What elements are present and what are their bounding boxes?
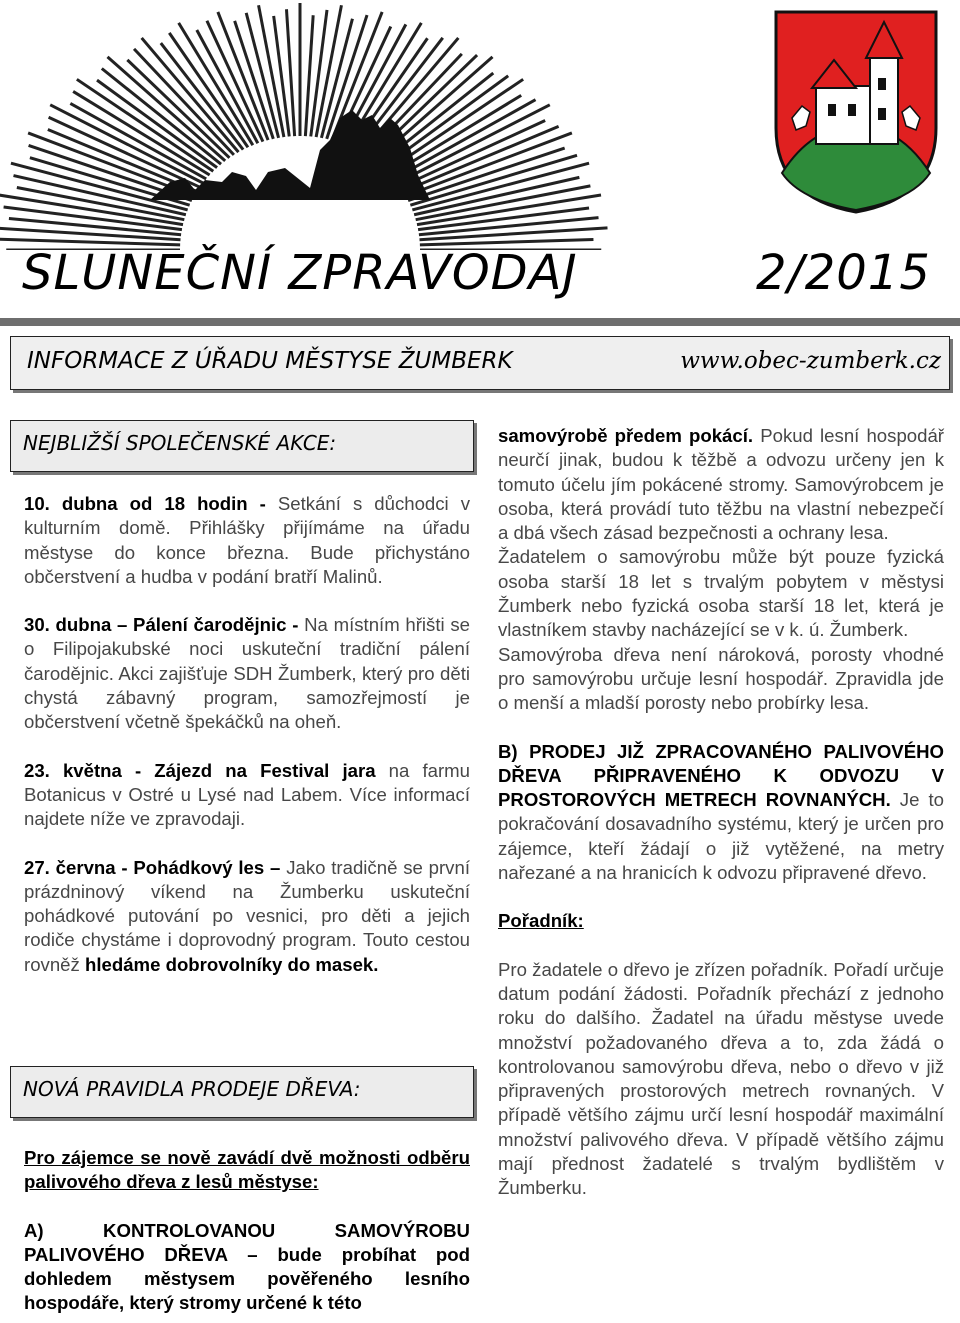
sun-ray	[77, 79, 213, 171]
event-date: 27. června - Pohádkový les –	[24, 856, 281, 878]
section-heading-label: NEJBLIŽŠÍ SPOLEČENSKÉ AKCE:	[23, 431, 337, 455]
sun-ray	[218, 12, 268, 140]
website-link[interactable]: www.obec-zumberk.cz	[680, 348, 941, 374]
option-a-detail	[498, 424, 944, 545]
event-item	[24, 759, 470, 832]
newsletter-title: SLUNEČNÍ ZPRAVODAJ	[22, 245, 578, 301]
selfproduction-paragraph: Samovýroba dřeva není nároková, porosty vhodné pro samovýrobu určuje lesní hospodář. Zpravidla jde o menší a mladší porosty nebo probírky lesa.	[498, 643, 944, 714]
section-heading-label: NOVÁ PRAVIDLA PRODEJE DŘEVA:	[23, 1077, 361, 1101]
wood-rules-left	[24, 1146, 470, 1316]
option-a-detail-text: Pokud lesní hospodář neurčí jinak, budou k těžbě a odvozu určeny jen k tomuto účelu jím pokácené stromy. Samovýrobcem je osoba, která provádí tuto těžbu na vlastní nebezpečí a dbá všech zásad bezpečnosti a ochrany lesa.	[498, 425, 944, 544]
event-text: Setkání s důchodci v kulturním domě. Přihlášky přijímáme na úřadu městyse do konce března. Bude přichystáno občerstvení a hudba v podání bratří Malinů.	[24, 493, 470, 587]
sun-ray	[0, 228, 180, 240]
event-date: 23. května - Zájezd na Festival jara	[24, 759, 376, 781]
sun-ray	[420, 228, 608, 240]
event-date: 30. dubna – Pálení čarodějnic -	[24, 614, 299, 636]
issue-number: 2/2015	[756, 245, 931, 301]
event-item	[24, 613, 470, 734]
option-b-text: Je to pokračování dosavadního systému, který je určen pro zájemce, kteří žádají o již vytěžené, na metry nařezané a na hranicích k odvozu připravené dřevo.	[498, 789, 945, 884]
section-heading-events	[10, 420, 474, 472]
event-highlight: hledáme dobrovolníky do masek.	[84, 953, 379, 975]
poradnik-label: Pořadník:	[498, 910, 584, 932]
option-b	[498, 740, 944, 886]
event-item	[24, 856, 470, 977]
event-text: Jako tradičně se první prázdninový víkend na Žumberku uskuteční pohádkové putování po vesnici, pro děti a jejich rodiče chystáme i doprovodný program. Touto cestou rovněž	[24, 856, 470, 975]
poradnik-heading	[498, 909, 944, 933]
event-date: 10. dubna od 18 hodin -	[24, 493, 266, 514]
wood-intro-text: Pro zájemce se nově zavádí dvě možnosti odběru palivového dřeva z lesů městyse:	[24, 1147, 470, 1193]
option-a-heading: A) KONTROLOVANOU SAMOVÝROBU PALIVOVÉHO DŘEVA – bude probíhat pod dohledem městysem pověřeného lesního hospodáře, který stromy určené k této	[24, 1219, 470, 1314]
divider	[0, 318, 960, 326]
events-column	[24, 492, 470, 977]
poradnik-paragraph: Pro žadatele o dřevo je zřízen pořadník. Pořadí určuje datum podání žádosti. Pořadník přechází z jednoho roku do dalšího. Žadatel na úřadu městyse uvede množství požadovaného dřeva a to, zda žádá o kontrolovanou samovýrobu dřeva, nebo o dřevo v již připravených prostorových metrech rovnaných. V případě většího zájmu určí lesní hospodář maximální množství palivového dřeva. V případě většího zájmu mají přednost žadatelé s trvalým bydlištěm v Žumberku.	[498, 958, 944, 1199]
info-banner	[10, 336, 950, 390]
wood-rules-right	[498, 424, 944, 1201]
info-label: INFORMACE Z ÚŘADU MĚSTYSE ŽUMBERK	[27, 348, 513, 374]
option-a-detail-bold: samovýrobě předem pokácí.	[498, 425, 754, 446]
event-text: Na místním hřišti se o Filipojakubské noci uskuteční tradiční pálení čarodějnic. Akci zajišťuje SDH Žumberk, který pro děti chystá zábavný program, samozřejmostí je občerstvení včetně špekáčků na oheň.	[24, 614, 470, 733]
event-text: na farmu Botanicus v Ostré u Lysé nad Labem. Více informací najdete níže ve zpravodaji.	[24, 759, 470, 830]
castle-ruin-sun-logo	[0, 0, 660, 250]
event-item	[24, 492, 470, 589]
option-b-heading: B) PRODEJ JIŽ ZPRACOVANÉHO PALIVOVÉHO DŘEVA PŘIPRAVENÉHO K ODVOZU V PROSTOROVÝCH METRECH ROVNANÝCH.	[498, 740, 944, 811]
applicant-paragraph: Žadatelem o samovýrobu může být pouze fyzická osoba starší 18 let s trvalým pobytem v městysi Žumberk nebo fyzická osoba starší 18 let, která je vlastníkem stavby nacházející se v k. ú. Žumberk.	[498, 546, 944, 641]
sun-ray	[73, 91, 209, 175]
wood-intro	[24, 1146, 470, 1195]
section-heading-wood	[10, 1066, 474, 1118]
town-crest-icon	[772, 8, 940, 214]
